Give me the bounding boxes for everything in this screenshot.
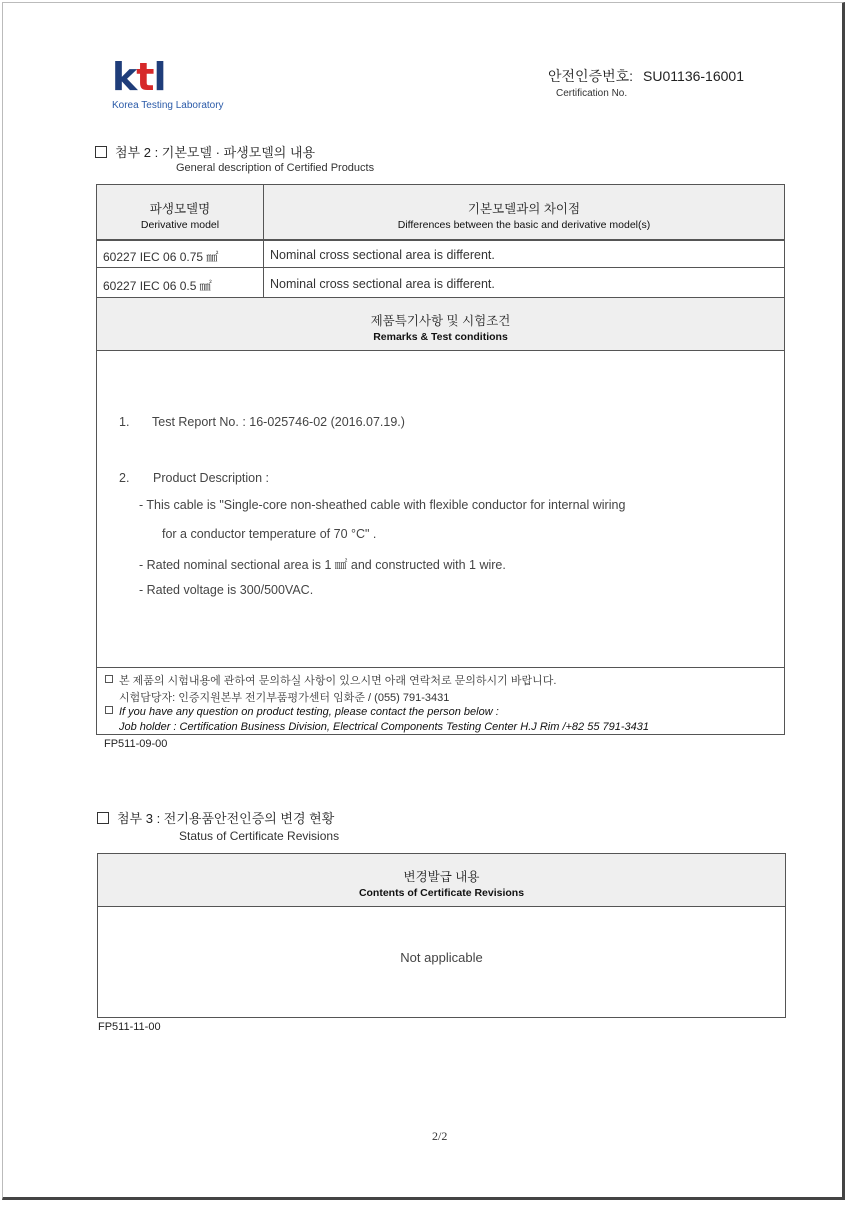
col-header-derivative-model bbox=[97, 185, 263, 239]
section2-subtitle: General description of Certified Products bbox=[176, 162, 375, 174]
contact-en-line2: Job holder : Certification Business Division, Electrical Components Testing Center H.J Rim /+82 55 791-3431 bbox=[119, 721, 649, 733]
col1-label-en: Derivative model bbox=[140, 219, 220, 231]
row-divider bbox=[97, 267, 784, 268]
checkbox-icon bbox=[97, 812, 109, 824]
column-divider bbox=[263, 185, 264, 298]
checkbox-icon bbox=[105, 675, 113, 683]
form-code-section2: FP511-09-00 bbox=[104, 738, 168, 750]
page-number: 2/2 bbox=[432, 1129, 448, 1143]
revisions-label-en: Contents of Certificate Revisions bbox=[358, 887, 525, 899]
remarks-label-ko: 제품특기사항 및 시험조건 bbox=[370, 314, 511, 328]
certification-number-block bbox=[548, 66, 744, 99]
contact-divider bbox=[97, 667, 784, 668]
section3-subtitle: Status of Certificate Revisions bbox=[179, 829, 340, 843]
checkbox-icon bbox=[95, 146, 107, 158]
contact-ko-line1: 본 제품의 시험내용에 관하여 문의하실 사항이 있으시면 아래 연락처로 문의하시기 바랍니다. bbox=[105, 672, 556, 688]
cert-label-ko: 안전인증번호: bbox=[548, 68, 634, 84]
cert-number: SU01136-16001 bbox=[643, 68, 744, 84]
col-header-differences bbox=[264, 185, 784, 239]
contact-ko-line2: 시험담당자: 인증지원본부 전기부품평가센터 임화준 / (055) 791-3431 bbox=[119, 692, 450, 704]
remark-item2-number: 2. bbox=[119, 471, 130, 485]
logo-letter-t: t bbox=[136, 55, 154, 99]
remarks-divider bbox=[97, 350, 784, 351]
logo-letter-k: k bbox=[112, 55, 137, 99]
revisions-divider bbox=[98, 906, 785, 907]
section2-heading bbox=[95, 142, 374, 174]
logo-letter-l: l bbox=[153, 55, 166, 99]
certificate-revisions-table bbox=[97, 853, 786, 1018]
remark-item1-number: 1. bbox=[119, 415, 130, 429]
section2-title: 첨부 2 : 기본모델 · 파생모델의 내용 bbox=[115, 145, 316, 160]
row2-model: 60227 IEC 06 0.5 ㎟ bbox=[103, 279, 212, 293]
revisions-label-ko: 변경발급 내용 bbox=[403, 870, 480, 884]
product-description-line2: for a conductor temperature of 70 °C" . bbox=[162, 527, 377, 541]
logo-wordmark bbox=[112, 55, 224, 99]
col1-label-ko: 파생모델명 bbox=[149, 202, 211, 216]
remark-item1-text: Test Report No. : 16-025746-02 (2016.07.19.) bbox=[152, 415, 405, 429]
remarks-header bbox=[97, 298, 784, 350]
section3-title: 첨부 3 : 전기용품안전인증의 변경 현황 bbox=[117, 811, 335, 826]
header-divider bbox=[97, 239, 784, 241]
logo-subtitle: Korea Testing Laboratory bbox=[112, 100, 224, 111]
product-description-voltage: - Rated voltage is 300/500VAC. bbox=[139, 583, 314, 597]
product-description-area: - Rated nominal sectional area is 1 ㎟ and constructed with 1 wire. bbox=[139, 558, 506, 572]
form-code-section3: FP511-11-00 bbox=[98, 1021, 161, 1033]
row1-model: 60227 IEC 06 0.75 ㎟ bbox=[103, 250, 219, 264]
revisions-body-text: Not applicable bbox=[400, 950, 483, 965]
cert-label-en: Certification No. bbox=[556, 88, 628, 99]
product-description-line1: - This cable is "Single-core non-sheathed cable with flexible conductor for internal wiring bbox=[139, 498, 626, 512]
revisions-header bbox=[98, 854, 785, 906]
checkbox-icon bbox=[105, 706, 113, 714]
ktl-logo bbox=[112, 55, 224, 111]
row2-difference: Nominal cross sectional area is different. bbox=[270, 277, 495, 291]
remarks-label-en: Remarks & Test conditions bbox=[373, 331, 508, 343]
col2-label-ko: 기본모델과의 차이점 bbox=[467, 202, 581, 216]
section3-heading bbox=[97, 808, 339, 843]
row1-difference: Nominal cross sectional area is different. bbox=[270, 248, 495, 262]
derivative-model-table bbox=[96, 184, 785, 735]
contact-en-line1: If you have any question on product testing, please contact the person below : bbox=[105, 706, 499, 718]
remark-item2-text: Product Description : bbox=[153, 471, 270, 485]
col2-label-en: Differences between the basic and derivative model(s) bbox=[397, 219, 651, 231]
